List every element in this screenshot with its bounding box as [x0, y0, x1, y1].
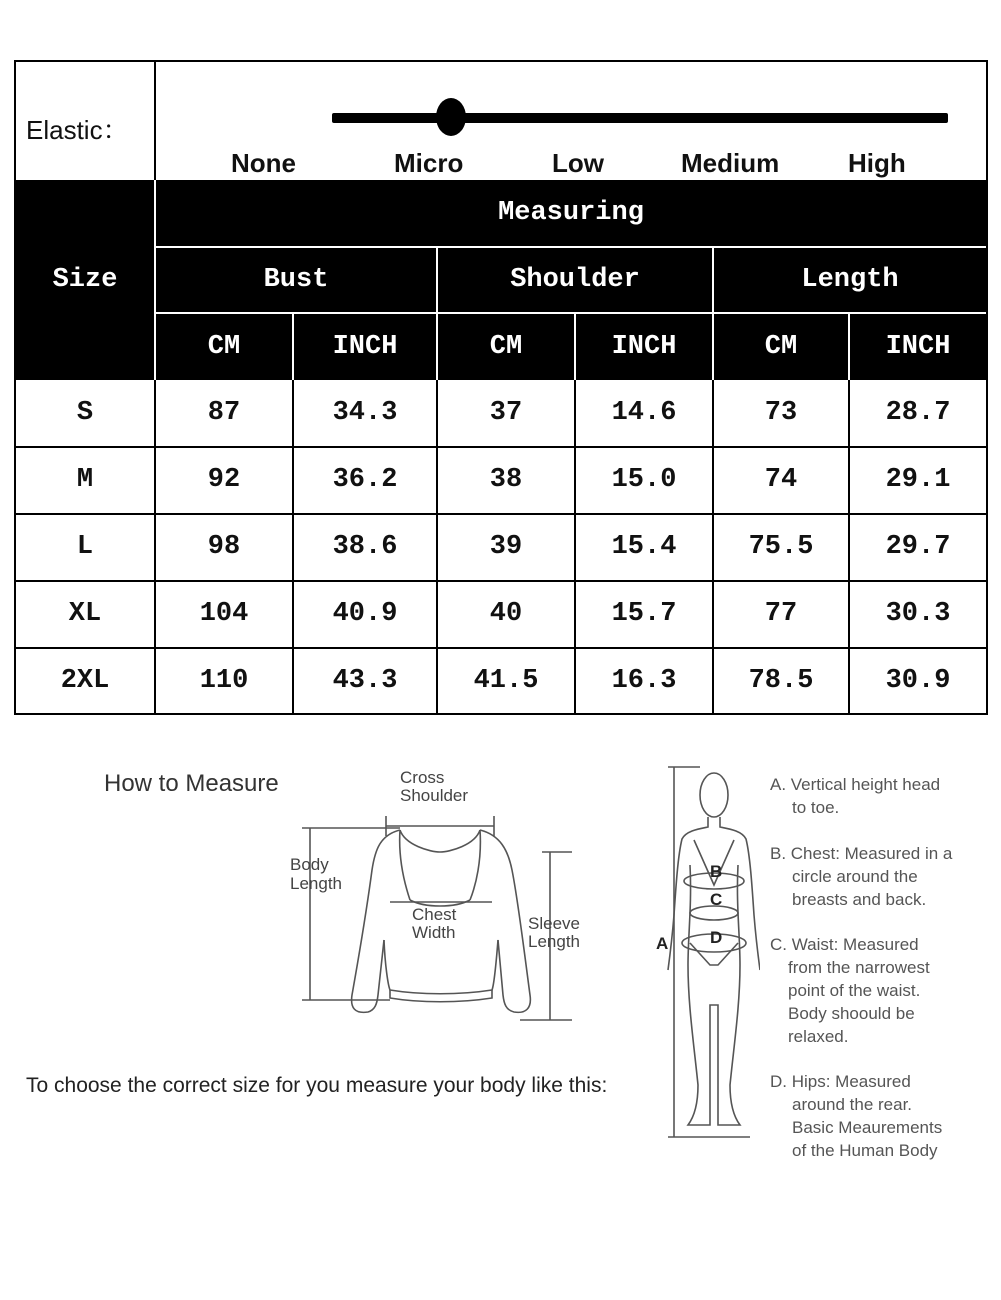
row-xl-length-cm: 77 [764, 599, 798, 629]
grid-line [16, 580, 986, 582]
unit-header-bust-cm: CM [156, 314, 292, 380]
sleeve-length-label-1: Sleeve [528, 914, 580, 933]
header-divider [292, 314, 294, 380]
header-divider [848, 314, 850, 380]
body-letter-b: B [710, 862, 723, 881]
row-s-shoulder-inch: 14.6 [611, 398, 677, 428]
row-l-bust-inch: 38.6 [332, 532, 398, 562]
row-m-length-cm: 74 [764, 465, 798, 495]
row-m-length-inch: 29.1 [885, 465, 951, 495]
unit-header-bust-inch: INCH [294, 314, 436, 380]
elastic-row [16, 62, 986, 180]
elastic-level-medium: Medium [681, 148, 780, 178]
row-2xl-size: 2XL [60, 665, 110, 696]
note-b-line: B. Chest: Measured in a [770, 844, 953, 863]
note-c [770, 933, 930, 1048]
grid-line [292, 380, 294, 713]
note-c-line: point of the waist. [788, 981, 921, 1000]
row-s-size: S [76, 398, 94, 428]
header-divider [574, 314, 576, 380]
measuring-header: Measuring [156, 180, 986, 246]
header-divider [436, 248, 438, 380]
header-divider [712, 248, 714, 380]
table-header [16, 180, 986, 380]
row-xl-bust-inch: 40.9 [332, 599, 398, 629]
body-figure-diagram [660, 765, 760, 1145]
elastic-divider [154, 62, 156, 180]
row-m-size: M [76, 465, 94, 495]
bust-header: Bust [156, 248, 436, 312]
grid-line [154, 380, 156, 713]
header-divider [154, 180, 156, 380]
elastic-label: Elastic： [26, 115, 129, 145]
size-header: Size [16, 180, 154, 380]
row-xl-length-inch: 30.3 [885, 599, 951, 629]
body-letter-a: A [656, 934, 669, 953]
note-c-line: from the narrowest [788, 958, 930, 977]
how-to-measure-title: How to Measure [104, 770, 279, 797]
row-l-length-cm: 75.5 [748, 532, 814, 562]
note-c-line: Body shoould be [788, 1004, 915, 1023]
length-header: Length [714, 248, 986, 312]
grid-line [16, 513, 986, 515]
row-m-bust-inch: 36.2 [332, 465, 398, 495]
elastic-level-none: None [231, 148, 296, 178]
row-s-length-inch: 28.7 [885, 398, 951, 428]
note-a [770, 773, 940, 819]
size-chart-table [14, 60, 988, 715]
header-divider [156, 246, 986, 248]
unit-header-shoulder-cm: CM [438, 314, 574, 380]
unit-header-length-cm: CM [714, 314, 848, 380]
row-l-shoulder-inch: 15.4 [611, 532, 677, 562]
grid-line [712, 380, 714, 713]
note-d-line: of the Human Body [792, 1141, 938, 1160]
note-a-line: to toe. [792, 798, 840, 817]
row-m-shoulder-inch: 15.0 [611, 465, 677, 495]
elastic-scale-bar [332, 113, 948, 123]
grid-line [436, 380, 438, 713]
note-b-line: circle around the [792, 867, 918, 886]
row-l-bust-cm: 98 [207, 532, 241, 562]
elastic-level-low: Low [552, 148, 604, 178]
row-2xl-length-inch: 30.9 [885, 665, 951, 696]
elastic-level-micro: Micro [394, 148, 464, 178]
note-d-line: D. Hips: Measured [770, 1072, 911, 1091]
grid-line [848, 380, 850, 713]
row-s-bust-cm: 87 [207, 398, 241, 428]
body-letter-c: C [710, 890, 723, 909]
row-xl-size: XL [68, 599, 102, 629]
measure-instruction: To choose the correct size for you measure your body like this: [26, 1074, 608, 1097]
row-2xl-shoulder-cm: 41.5 [473, 665, 539, 696]
note-c-line: C. Waist: Measured [770, 935, 919, 954]
sleeve-length-label-2: Length [528, 932, 580, 951]
body-length-label-1: Body [290, 855, 329, 874]
body-letter-d: D [710, 928, 723, 947]
note-b-line: breasts and back. [792, 890, 927, 909]
cross-shoulder-label-1: Cross [400, 768, 445, 787]
row-2xl-shoulder-inch: 16.3 [611, 665, 677, 696]
note-a-line: A. Vertical height head [770, 775, 941, 794]
grid-line [16, 647, 986, 649]
table-body [16, 380, 986, 713]
unit-header-length-inch: INCH [850, 314, 986, 380]
row-m-bust-cm: 92 [207, 465, 241, 495]
note-c-line: relaxed. [788, 1027, 849, 1046]
note-d-line: Basic Meaurements [792, 1118, 943, 1137]
elastic-level-high: High [848, 148, 906, 178]
grid-line [16, 446, 986, 448]
unit-header-shoulder-inch: INCH [576, 314, 712, 380]
chest-width-label-2: Width [412, 923, 456, 942]
row-xl-shoulder-cm: 40 [489, 599, 523, 629]
row-l-size: L [76, 532, 94, 562]
shoulder-header: Shoulder [438, 248, 712, 312]
row-m-shoulder-cm: 38 [489, 465, 523, 495]
row-l-shoulder-cm: 39 [489, 532, 523, 562]
row-l-length-inch: 29.7 [885, 532, 951, 562]
body-length-label-2: Length [290, 874, 342, 893]
row-s-length-cm: 73 [764, 398, 798, 428]
row-2xl-bust-inch: 43.3 [332, 665, 398, 696]
row-xl-bust-cm: 104 [199, 599, 249, 629]
row-s-bust-inch: 34.3 [332, 398, 398, 428]
cross-shoulder-label-2: Shoulder [400, 786, 469, 805]
note-d-line: around the rear. [792, 1095, 913, 1114]
row-2xl-bust-cm: 110 [199, 665, 249, 696]
chest-width-label-1: Chest [412, 905, 457, 924]
note-d [770, 1070, 942, 1162]
grid-line [574, 380, 576, 713]
row-xl-shoulder-inch: 15.7 [611, 599, 677, 629]
elastic-scale-knob [436, 98, 466, 136]
row-s-shoulder-cm: 37 [489, 398, 523, 428]
note-b [770, 842, 952, 911]
row-2xl-length-cm: 78.5 [748, 665, 814, 696]
header-divider [156, 312, 986, 314]
